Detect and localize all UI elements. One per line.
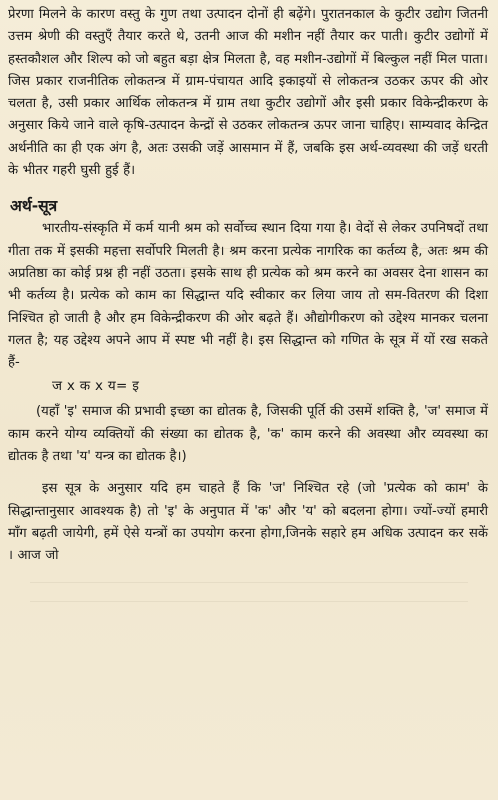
- formula-explanation: (यहाँ 'इ' समाज की प्रभावी इच्छा का द्योतक है, जिसकी पूर्ति की उसमें शक्ति है, 'ज' समाज में काम करने योग्य व्यक्तियों की संख्या का द्योतक है, 'क' काम करने की अवस्था और व्यवस्था का द्योतक है तथा 'य' यन्त्र का द्योतक है।): [8, 404, 488, 465]
- show-through-line: [30, 582, 468, 602]
- show-through-line: [30, 248, 468, 268]
- paragraph-2: भारतीय-संस्कृति में कर्म यानी श्रम को सर्वोच्च स्थान दिया गया है। वेदों से लेकर उपनिषदों तथा गीता तक में इसकी महत्ता सर्वोपरि मिलती है। श्रम करना प्रत्येक नागरिक का कर्तव्य है, अतः श्रम की अप्रतिष्ठा का कोई प्रश्न ही नहीं उठता। इसके साथ ही प्रत्येक को श्रम करने का अवसर देना शासन का भी कर्तव्य है। प्रत्येक को काम का सिद्धान्त यदि स्वीकार कर लिया जाय तो सम-वितरण की दिशा निश्चित हो जाती है और हम विकेन्द्रीकरण की ओर बढ़ते हैं। औद्योगीकरण को उद्देश्य मानकर चलना गलत है; यह उद्देश्य अपने आप में स्पष्ट भी नहीं है। इस सिद्धान्त को गणित के सूत्र में यों रख सकते हैं-: [8, 221, 488, 371]
- section-heading: अर्थ-सूत्र: [10, 197, 58, 216]
- paragraph-3: इस सूत्र के अनुसार यदि हम चाहते हैं कि 'ज' निश्चित रहे (जो 'प्रत्येक को काम' के सिद्धान्तानुसार आवश्यक है) तो 'इ' के अनुपात में 'क' और 'य' को बदलना होगा। ज्यों-ज्यों हमारी माँग बढ़ती जायेगी, हमें ऐसे यन्त्रों का उपयोग करना होगा,जिनके सहारे हम अधिक उत्पादन कर सकें । आज जो: [8, 481, 488, 564]
- paragraph-1: प्रेरणा मिलने के कारण वस्तु के गुण तथा उत्पादन दोनों ही बढ़ेंगे। पुरातनकाल के कुटीर उद्योग जितनी उत्तम श्रेणी की वस्तुएँ तैयार करते थे, उतनी आज की मशीन नहीं तैयार कर पाती। कुटीर उद्योगों में हस्तकौशल और शिल्प को जो बहुत बड़ा क्षेत्र मिलता है, वह मशीन-उद्योगों में बिल्कुल नहीं मिल पाता। जिस प्रकार राजनीतिक लोकतन्त्र में ग्राम-पंचायत आदि इकाइयों से लोकतन्त्र उठकर ऊपर की ओर चलता है, उसी प्रकार आर्थिक लोकतन्त्र में ग्राम तथा कुटीर उद्योगों और इसी प्रकार विकेन्द्रीकरण के अनुसार किये जाने वाले कृषि-उत्पादन केन्द्रों से उठकर लोकतन्त्र ऊपर जाना चाहिए। साम्यवाद केन्द्रित अर्थनीति का ही एक अंग है, अतः उसकी जड़ें आसमान में हैं, जबकि इस अर्थ-व्यवस्था की जड़ें धरती के भीतर गहरी घुसी हुई हैं।: [8, 7, 488, 179]
- formula: ज x क x य= इ: [52, 378, 140, 395]
